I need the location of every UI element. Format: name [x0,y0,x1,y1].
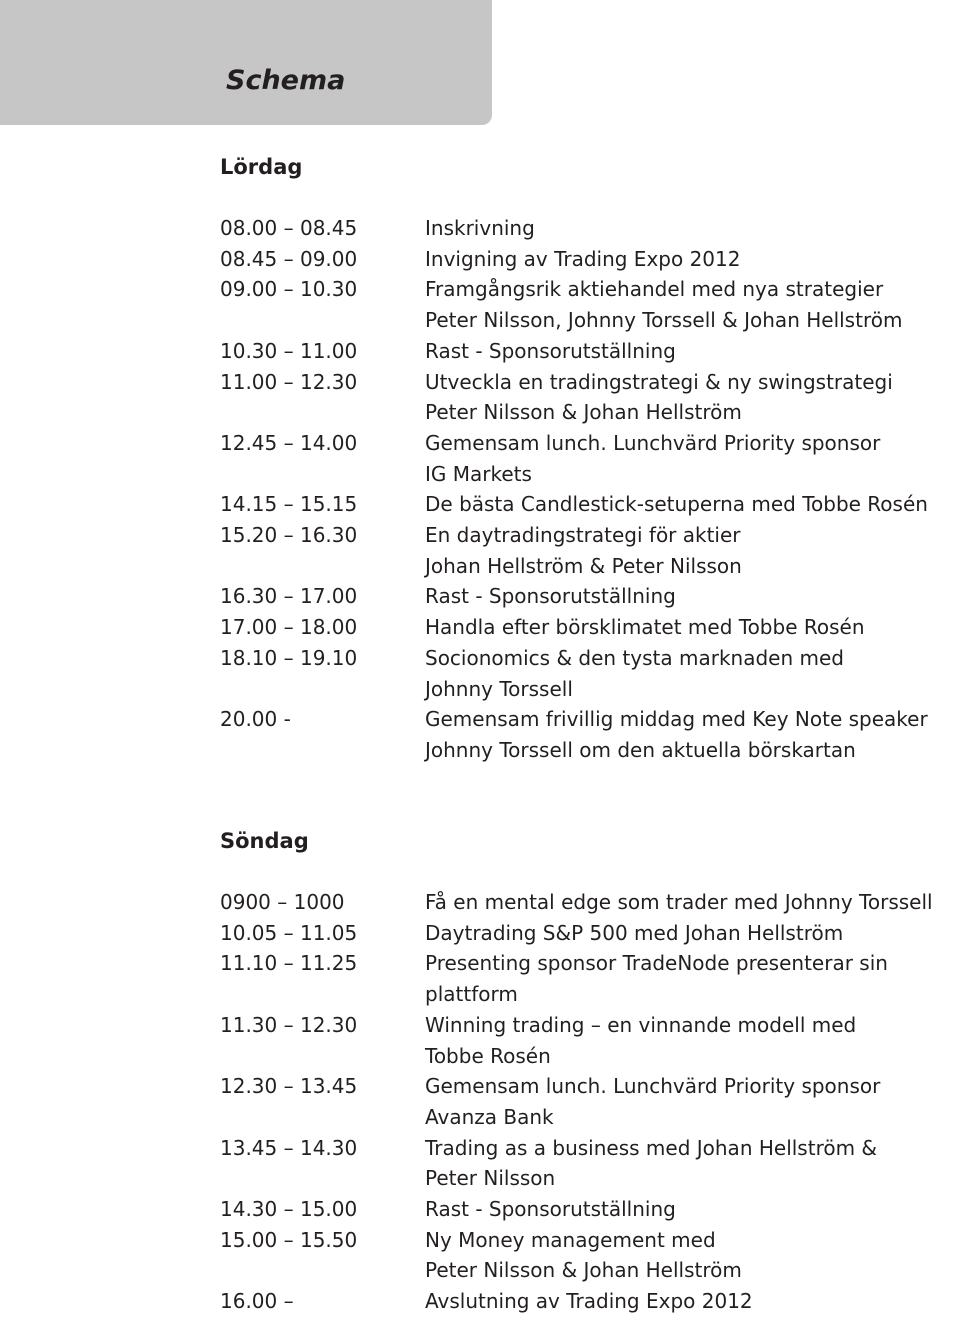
schedule-description-line: Gemensam lunch. Lunchvärd Priority sponsor [425,430,881,455]
schedule-row [220,581,960,612]
schedule-row [220,918,960,949]
schedule-description [425,520,960,581]
schedule-time: 16.00 – [220,1289,294,1314]
schedule-description [425,704,960,765]
day-title-saturday: Lördag [220,155,303,179]
schedule-time: 11.00 – 12.30 [220,369,358,394]
schedule-time: 17.00 – 18.00 [220,615,358,640]
schedule-description [425,887,960,918]
schedule-time: 08.00 – 08.45 [220,216,358,240]
schedule-description-line: Socionomics & den tysta marknaden med [425,645,844,670]
schedule-row [220,520,960,581]
schedule-description-line: Peter Nilsson & Johan Hellström [425,400,742,425]
schedule-description-line: Trading as a business med Johan Hellström & [425,1135,878,1160]
schedule-row [220,1225,960,1286]
schedule-description [425,1286,960,1317]
schedule-time: 11.10 – 11.25 [220,951,358,976]
schedule-description-line: Peter Nilsson & Johan Hellström [425,1258,742,1283]
schedule-description [425,274,960,335]
schedule-time: 15.00 – 15.50 [220,1227,358,1252]
schedule-time: 12.30 – 13.45 [220,1074,358,1099]
schedule-description [425,1194,960,1225]
schedule-description [425,1010,960,1071]
schedule-time: 10.30 – 11.00 [220,338,358,363]
schedule-description-line: Handla efter börsklimatet med Tobbe Rosén [425,615,865,640]
schedule-sunday [220,887,960,1317]
schedule-description-line: Johnny Torssell om den aktuella börskartan [425,737,856,762]
schedule-description-line: Ny Money management med [425,1227,716,1252]
schedule-description [425,367,960,428]
schedule-description-line: Avanza Bank [425,1104,554,1129]
schedule-row [220,213,960,244]
schedule-description-line: Få en mental edge som trader med Johnny Torssell [425,890,933,914]
schedule-row [220,489,960,520]
schedule-time: 0900 – 1000 [220,890,345,914]
schedule-description-line: Gemensam lunch. Lunchvärd Priority sponsor [425,1074,881,1099]
schedule-description-line: Peter Nilsson, Johnny Torssell & Johan Hellström [425,308,903,333]
schedule-description-line: Utveckla en tradingstrategi & ny swingstrategi [425,369,893,394]
schedule-row [220,704,960,765]
schedule-description-line: Winning trading – en vinnande modell med [425,1012,857,1037]
schedule-description-line: Johnny Torssell [425,676,573,701]
schedule-description [425,1133,960,1194]
day-title-sunday: Söndag [220,829,309,853]
schedule-description-line: Gemensam frivillig middag med Key Note speaker [425,707,928,732]
schedule-row [220,367,960,428]
schedule-description-line: plattform [425,982,518,1007]
schedule-row [220,274,960,335]
schedule-description-line: IG Markets [425,461,532,486]
schedule-time: 08.45 – 09.00 [220,246,358,271]
schedule-description-line: Rast - Sponsorutställning [425,338,676,363]
schedule-row [220,1071,960,1132]
schedule-row [220,428,960,489]
schedule-description-line: Presenting sponsor TradeNode presenterar sin [425,951,888,976]
schedule-row [220,612,960,643]
schedule-description [425,612,960,643]
page-title: Schema [226,65,346,96]
schedule-description-line: Avslutning av Trading Expo 2012 [425,1289,753,1314]
schedule-row [220,1133,960,1194]
schedule-description-line: Invigning av Trading Expo 2012 [425,246,741,271]
schedule-description [425,244,960,275]
schedule-row [220,643,960,704]
schedule-description [425,643,960,704]
schedule-description [425,1071,960,1132]
schedule-time: 10.05 – 11.05 [220,920,358,945]
schedule-row [220,887,960,918]
schedule-row [220,1194,960,1225]
schedule-row [220,948,960,1009]
schedule-time: 14.15 – 15.15 [220,492,358,517]
schedule-row [220,336,960,367]
schedule-description-line: Tobbe Rosén [425,1043,551,1068]
schedule-description-line: Framgångsrik aktiehandel med nya strategier [425,277,884,302]
schedule-time: 15.20 – 16.30 [220,523,358,548]
schedule-time: 11.30 – 12.30 [220,1012,358,1037]
schedule-time: 13.45 – 14.30 [220,1135,358,1160]
schedule-description [425,336,960,367]
schedule-time: 12.45 – 14.00 [220,430,358,455]
schedule-description-line: Rast - Sponsorutställning [425,584,676,609]
schedule-saturday [220,213,960,766]
schedule-row [220,1010,960,1071]
schedule-description-line: Peter Nilsson [425,1166,556,1191]
schedule-description [425,918,960,949]
schedule-time: 14.30 – 15.00 [220,1197,358,1222]
schedule-row [220,1286,960,1317]
schedule-description-line: Johan Hellström & Peter Nilsson [425,553,742,578]
schedule-description [425,1225,960,1286]
schedule-time: 20.00 - [220,707,291,732]
schedule-time: 09.00 – 10.30 [220,277,358,302]
schedule-description [425,581,960,612]
schedule-description [425,948,960,1009]
schedule-time: 18.10 – 19.10 [220,645,358,670]
schedule-time: 16.30 – 17.00 [220,584,358,609]
schedule-description-line: Daytrading S&P 500 med Johan Hellström [425,920,844,945]
schedule-description-line: En daytradingstrategi för aktier [425,523,741,548]
schedule-description-line: De bästa Candlestick-setuperna med Tobbe Rosén [425,492,928,517]
schedule-description-line: Inskrivning [425,216,535,240]
schedule-row [220,244,960,275]
schedule-description-line: Rast - Sponsorutställning [425,1197,676,1222]
schedule-description [425,213,960,244]
schedule-description [425,428,960,489]
schedule-description [425,489,960,520]
